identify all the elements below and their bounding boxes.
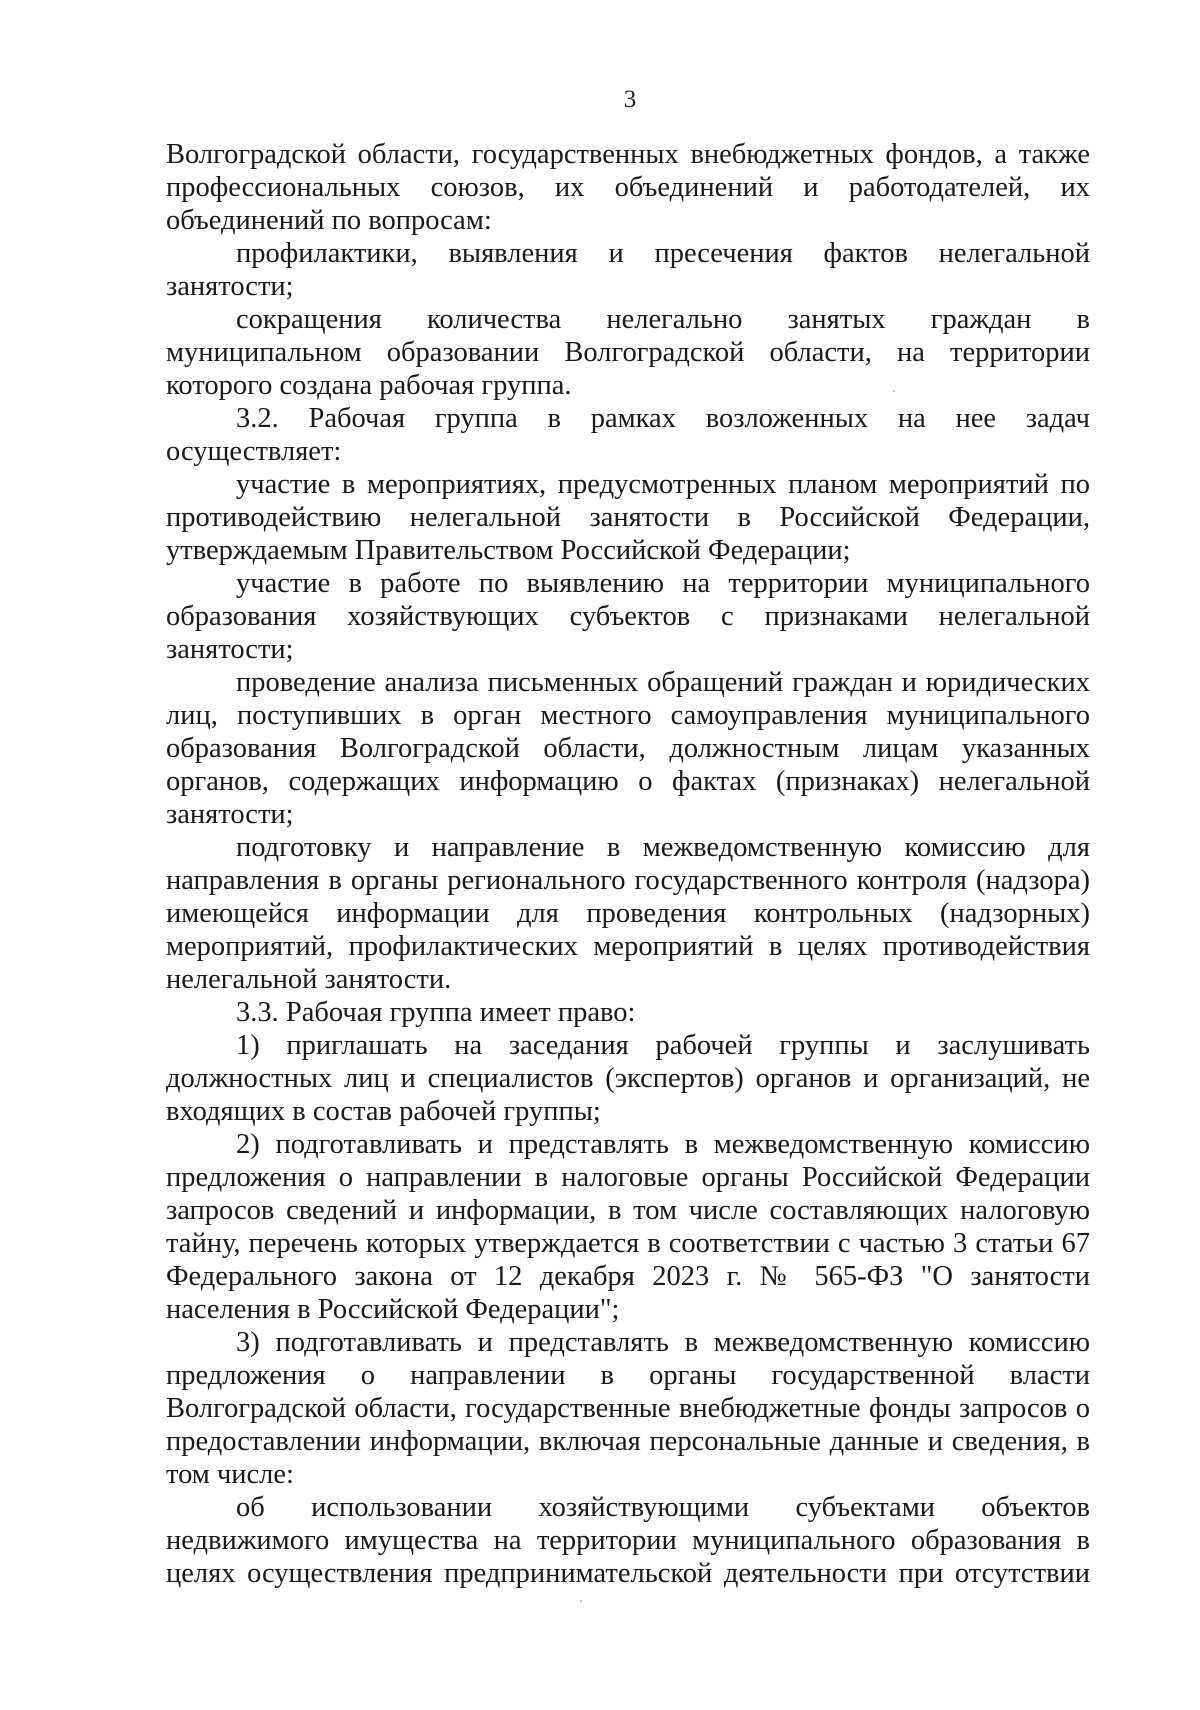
scan-speck <box>580 1600 582 1602</box>
paragraph-continuation: Волгоградской области, государственных внебюджетных фондов, а также профессиональных союзов, их объединений и работодателей, их объединений по вопросам: <box>166 139 1090 236</box>
paragraph-right-2: 2) подготавливать и представлять в межведомственную комиссию предложения о направлении в налоговые органы Российской Федерации запросов сведений и информации, в том числе составляющих налоговую тайну, перечень которых утверждается в соответствии с частью 3 статьи 67 Федерального закона от 12 декабря 2023 г. № 565-ФЗ "О занятости населения в Российской Федерации"; <box>166 1129 1090 1325</box>
paragraph-section-3-3: 3.3. Рабочая группа имеет право: <box>236 997 636 1028</box>
paragraph-preparation: подготовку и направление в межведомственную комиссию для направления в органы регионального государственного контроля (надзора) имеющейся информации для проведения контрольных (надзорных) мероприятий, профилактических мероприятий в целях противодействия нелегальной занятости. <box>166 832 1090 995</box>
paragraph-right-3: 3) подготавливать и представлять в межведомственную комиссию предложения о направлении в органы государственной власти Волгоградской области, государственные внебюджетные фонды запросов о предоставлении информации, включая персональные данные и сведения, в том числе: <box>166 1327 1090 1490</box>
paragraph-participation-plan: участие в мероприятиях, предусмотренных планом мероприятий по противодействию нелегальной занятости в Российской Федерации, утверждаемым Правительством Российской Федерации; <box>166 469 1090 566</box>
paragraph-reduction: сокращения количества нелегально занятых граждан в муниципальном образовании Волгоградской области, на территории которого создана рабочая группа. <box>166 304 1090 401</box>
document-body <box>166 138 1090 1590</box>
page-number: 3 <box>623 86 637 113</box>
paragraph-prevention: профилактики, выявления и пресечения фактов нелегальной занятости; <box>166 238 1090 302</box>
paragraph-analysis: проведение анализа письменных обращений граждан и юридических лиц, поступивших в орган местного самоуправления муниципального образования Волгоградской области, должностным лицам указанных органов, содержащих информацию о фактах (признаках) нелегальной занятости; <box>166 667 1090 830</box>
scan-speck <box>893 390 895 392</box>
paragraph-right-1: 1) приглашать на заседания рабочей группы и заслушивать должностных лиц и специалистов (экспертов) органов и организаций, не входящих в состав рабочей группы; <box>166 1030 1090 1127</box>
paragraph-property-use: об использовании хозяйствующими субъектами объектов недвижимого имущества на территории муниципального образования в целях осуществления предпринимательской деятельности при отсутствии <box>166 1492 1090 1589</box>
paragraph-section-3-2: 3.2. Рабочая группа в рамках возложенных на нее задач осуществляет: <box>166 403 1090 467</box>
paragraph-participation-identification: участие в работе по выявлению на территории муниципального образования хозяйствующих субъектов с признаками нелегальной занятости; <box>166 568 1090 665</box>
